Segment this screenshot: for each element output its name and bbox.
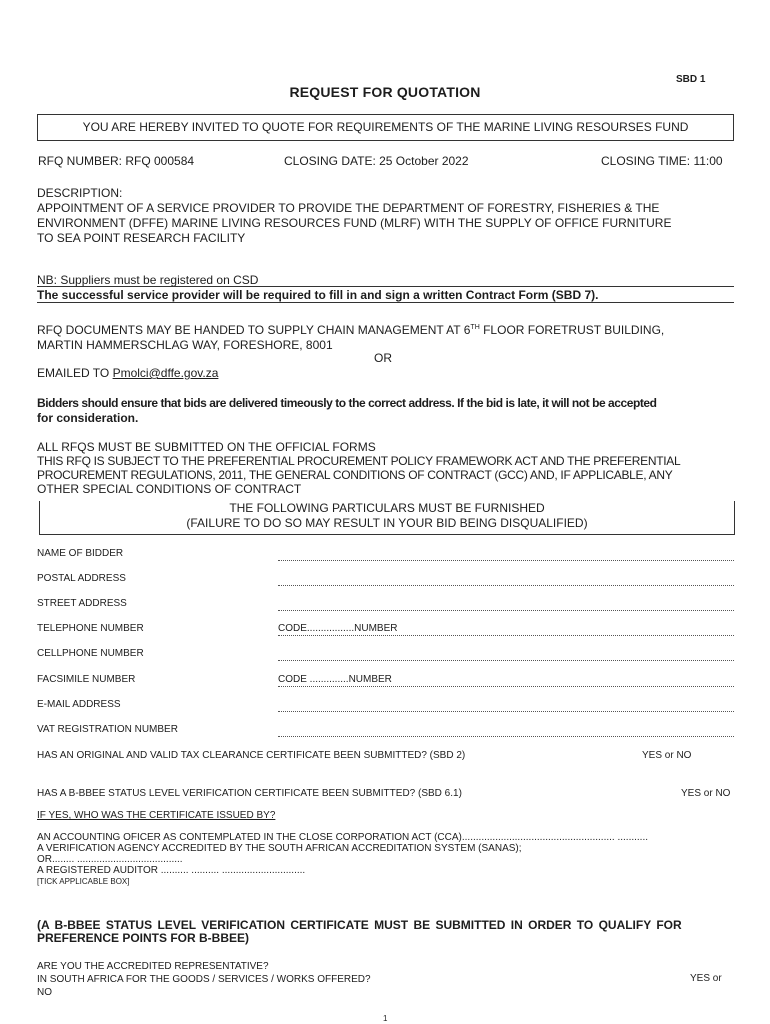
bidder-name-field[interactable] xyxy=(278,548,734,561)
email-label: E-MAIL ADDRESS xyxy=(37,699,121,710)
late-bid-warning: Bidders should ensure that bids are delivered timeously to the correct address. If the bid is late, it will not be accepted for consideration. xyxy=(37,396,657,425)
page-title: REQUEST FOR QUOTATION xyxy=(289,84,481,100)
vat-label: VAT REGISTRATION NUMBER xyxy=(37,724,178,735)
cellphone-label: CELLPHONE NUMBER xyxy=(37,648,144,659)
particulars-box: THE FOLLOWING PARTICULARS MUST BE FURNISHED (FAILURE TO DO SO MAY RESULT IN YOUR BID BEING DISQUALIFIED) xyxy=(39,501,735,535)
issued-by-question: IF YES, WHO WAS THE CERTIFICATE ISSUED BY? xyxy=(37,810,276,821)
rfq-number: RFQ NUMBER: RFQ 000584 xyxy=(38,154,195,168)
delivery-line: RFQ DOCUMENTS MAY BE HANDED TO SUPPLY CHAIN MANAGEMENT AT 6TH FLOOR FORETRUST BUILDING, xyxy=(37,323,665,337)
tax-clearance-question: HAS AN ORIGINAL AND VALID TAX CLEARANCE CERTIFICATE BEEN SUBMITTED? (SBD 2) xyxy=(37,750,466,761)
street-address-label: STREET ADDRESS xyxy=(37,598,127,609)
description-line: TO SEA POINT RESEARCH FACILITY xyxy=(37,231,246,245)
representative-answer-yes[interactable]: YES or xyxy=(690,973,722,984)
page-number: 1 xyxy=(383,1014,388,1023)
divider xyxy=(37,286,734,287)
postal-address-label: POSTAL ADDRESS xyxy=(37,573,126,584)
issuer-option[interactable]: AN ACCOUNTING OFICER AS CONTEMPLATED IN THE CLOSE CORPORATION ACT (CCA)....................................................... ........... xyxy=(37,832,649,843)
telephone-label: TELEPHONE NUMBER xyxy=(37,623,144,634)
bidder-name-label: NAME OF BIDDER xyxy=(37,548,124,559)
contract-note: The successful service provider will be required to fill in and sign a written Contract Form (SBD 7). xyxy=(37,288,599,302)
email-line: EMAILED TO Pmolci@dffe.gov.za xyxy=(37,366,219,380)
issuer-option[interactable]: A VERIFICATION AGENCY ACCREDITED BY THE SOUTH AFRICAN ACCREDITATION SYSTEM (SANAS); xyxy=(37,843,522,854)
tick-instruction: [TICK APPLICABLE BOX] xyxy=(37,877,130,886)
issuer-option[interactable]: A REGISTERED AUDITOR .......... .......... .............................. xyxy=(37,865,306,876)
delivery-address: MARTIN HAMMERSCHLAG WAY, FORESHORE, 8001 xyxy=(37,338,333,352)
csd-note: NB: Suppliers must be registered on CSD xyxy=(37,273,259,287)
form-code: SBD 1 xyxy=(676,74,706,85)
street-address-field[interactable] xyxy=(278,598,734,611)
bbbee-notice: (A B-BBEE STATUS LEVEL VERIFICATION CERTIFICATE MUST BE SUBMITTED IN ORDER TO QUALIFY FOR PREFERENCE POINTS FOR B-BBEE) xyxy=(37,918,682,945)
representative-answer-no[interactable]: NO xyxy=(37,987,52,998)
closing-time: CLOSING TIME: 11:00 xyxy=(601,154,723,168)
description-line: APPOINTMENT OF A SERVICE PROVIDER TO PROVIDE THE DEPARTMENT OF FORESTRY, FISHERIES & THE xyxy=(37,201,660,215)
bbbee-answer[interactable]: YES or NO xyxy=(681,788,731,799)
closing-date: CLOSING DATE: 25 October 2022 xyxy=(284,154,469,168)
facsimile-field[interactable]: CODE ..............NUMBER xyxy=(278,674,734,687)
invitation-box: YOU ARE HEREBY INVITED TO QUOTE FOR REQUIREMENTS OF THE MARINE LIVING RESOURSES FUND xyxy=(37,114,734,141)
divider xyxy=(37,302,734,303)
bbbee-question: HAS A B-BBEE STATUS LEVEL VERIFICATION CERTIFICATE BEEN SUBMITTED? (SBD 6.1) xyxy=(37,788,462,799)
issuer-options xyxy=(37,832,648,887)
email-link[interactable]: Pmolci@dffe.gov.za xyxy=(112,366,219,380)
tax-clearance-answer[interactable]: YES or NO xyxy=(642,750,692,761)
conditions-section: ALL RFQS MUST BE SUBMITTED ON THE OFFICIAL FORMS THIS RFQ IS SUBJECT TO THE PREFERENTIAL PROCUREMENT POLICY FRAMEWORK ACT AND THE PREFERENTIAL PROCUREMENT REGULATIONS, 2011, THE GENERAL CONDITIONS OF CONTRACT (GCC) AND, IF APPLICABLE, ANY OTHER SPECIAL CONDITIONS OF CONTRACT xyxy=(37,440,681,496)
cellphone-field[interactable] xyxy=(278,648,734,661)
representative-question: ARE YOU THE ACCREDITED REPRESENTATIVE? IN SOUTH AFRICA FOR THE GOODS / SERVICES / WORKS OFFERED? NO xyxy=(37,961,371,998)
facsimile-label: FACSIMILE NUMBER xyxy=(37,674,136,685)
description-label: DESCRIPTION: xyxy=(37,186,123,200)
description-section xyxy=(37,186,737,246)
description-line: ENVIRONMENT (DFFE) MARINE LIVING RESOURCES FUND (MLRF) WITH THE SUPPLY OF OFFICE FURNITURE xyxy=(37,216,672,230)
telephone-field[interactable]: CODE.................NUMBER xyxy=(278,623,734,636)
issuer-option: OR........ ...................................... xyxy=(37,854,183,865)
vat-field[interactable] xyxy=(278,724,734,737)
or-text: OR xyxy=(374,351,392,365)
delivery-section xyxy=(37,320,737,353)
email-field[interactable] xyxy=(278,699,734,712)
postal-address-field[interactable] xyxy=(278,573,734,586)
